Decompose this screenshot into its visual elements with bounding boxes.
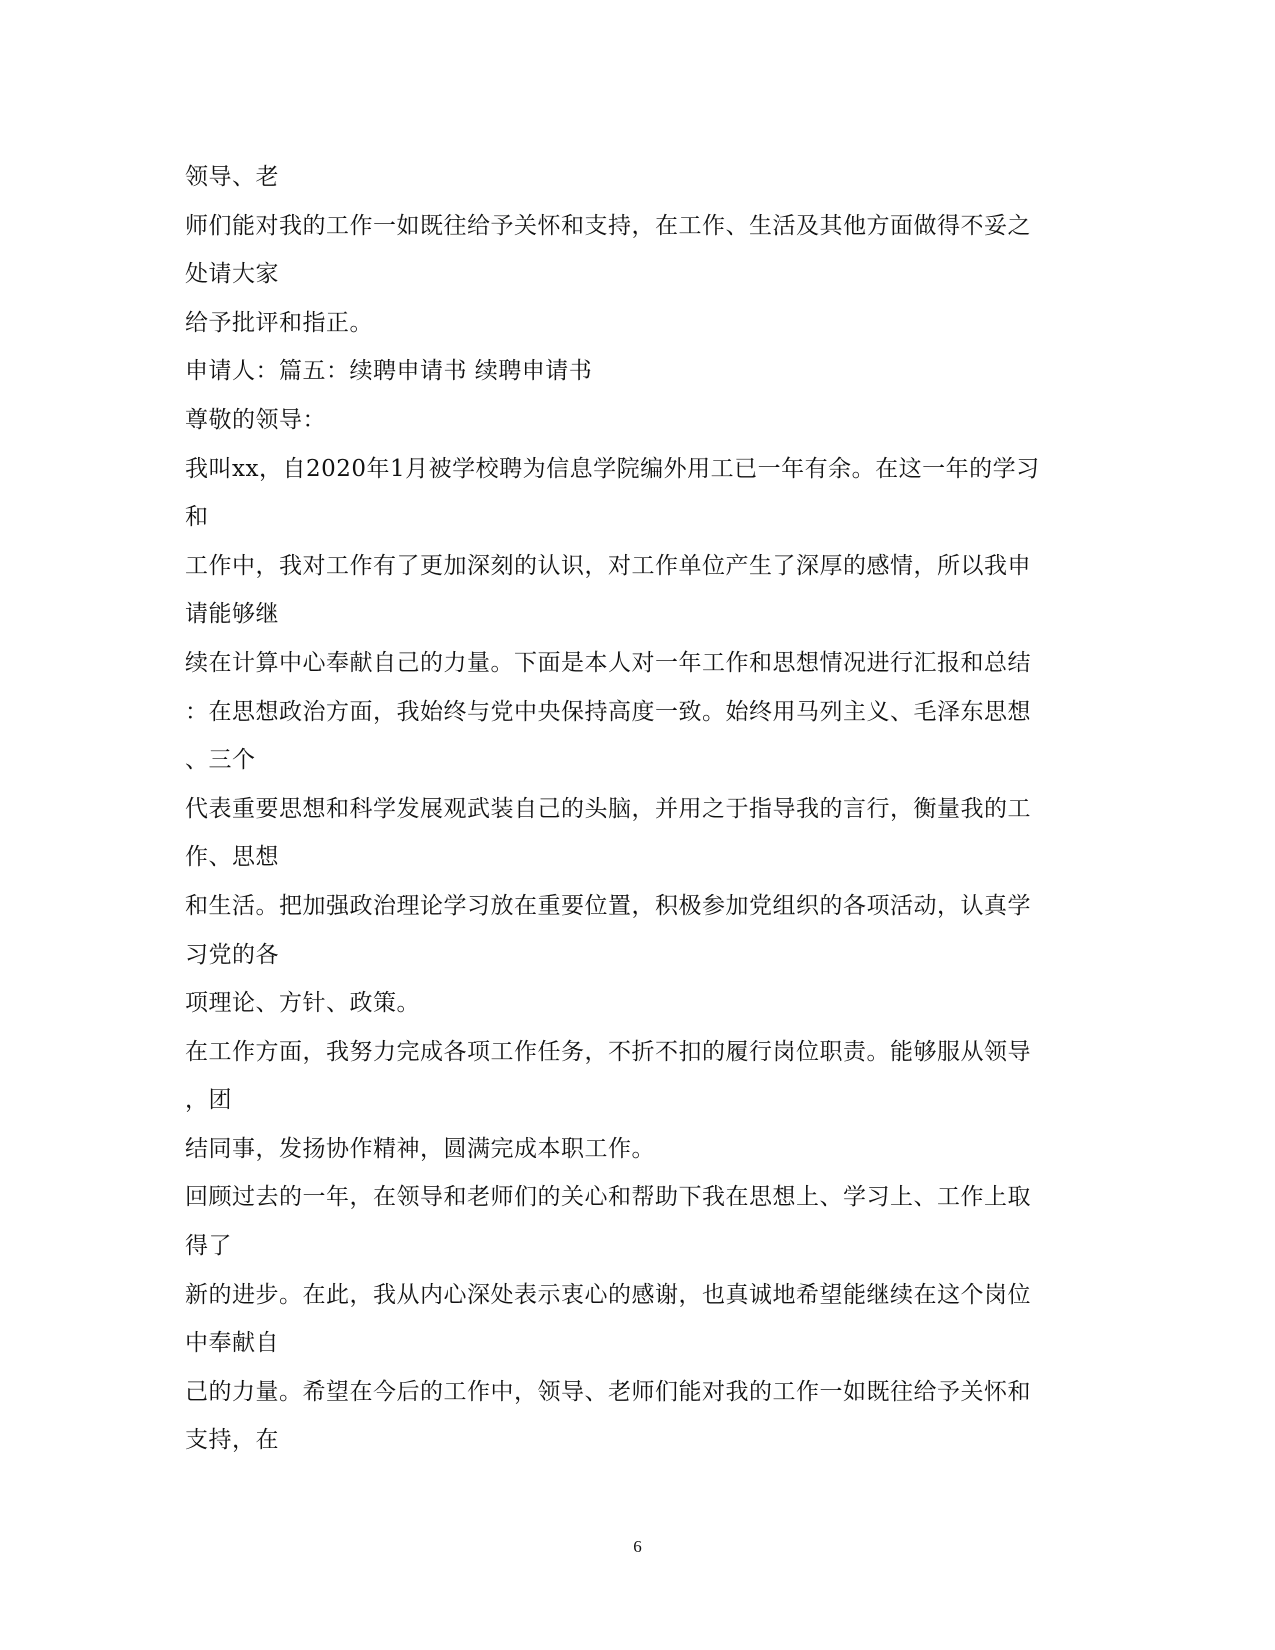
text-line: 领导、老	[185, 164, 279, 190]
text-line: ：在思想政治方面，我始终与党中央保持高度一致。始终用马列主义、毛泽东思想	[185, 698, 1031, 725]
text-line: 工作中，我对工作有了更加深刻的认识，对工作单位产生了深厚的感情，所以我申	[185, 552, 1031, 579]
text-line: 申请人：篇五：续聘申请书 续聘申请书	[185, 358, 593, 385]
text-line: 代表重要思想和科学发展观武装自己的头脑，并用之于指导我的言行，衡量我的工	[185, 795, 1031, 822]
text-line: 得了	[185, 1233, 232, 1260]
text-line: 给予批评和指正。	[185, 309, 373, 336]
text-line: 师们能对我的工作一如既往给予关怀和支持，在工作、生活及其他方面做得不妥之	[185, 212, 1031, 239]
text-line: ，团	[185, 1087, 232, 1114]
document-body	[185, 153, 1085, 1465]
text-line: 己的力量。希望在今后的工作中，领导、老师们能对我的工作一如既往给予关怀和	[185, 1378, 1031, 1405]
page-number: 6	[633, 1537, 642, 1556]
text-line: 我叫xx，自2020年1月被学校聘为信息学院编外用工已一年有余。在这一年的学习	[185, 455, 1040, 482]
text-line: 和生活。把加强政治理论学习放在重要位置，积极参加党组织的各项活动，认真学	[185, 892, 1031, 919]
text-line: 、三个	[185, 747, 256, 774]
text-line: 作、思想	[185, 844, 279, 871]
text-line: 习党的各	[185, 941, 279, 968]
text-line: 回顾过去的一年，在领导和老师们的关心和帮助下我在思想上、学习上、工作上取	[185, 1184, 1031, 1211]
text-line: 和	[185, 504, 209, 531]
text-line: 结同事，发扬协作精神，圆满完成本职工作。	[185, 1135, 655, 1162]
salutation: 尊敬的领导：	[185, 406, 326, 433]
text-line: 处请大家	[185, 261, 279, 288]
text-line: 新的进步。在此，我从内心深处表示衷心的感谢，也真诚地希望能继续在这个岗位	[185, 1281, 1031, 1308]
text-line: 中奉献自	[185, 1330, 279, 1357]
text-line: 在工作方面，我努力完成各项工作任务，不折不扣的履行岗位职责。能够服从领导	[185, 1038, 1031, 1065]
text-line: 续在计算中心奉献自己的力量。下面是本人对一年工作和思想情况进行汇报和总结	[185, 649, 1031, 676]
text-line: 支持，在	[185, 1427, 279, 1454]
text-line: 项理论、方针、政策。	[185, 990, 420, 1017]
text-line: 请能够继	[185, 601, 279, 628]
